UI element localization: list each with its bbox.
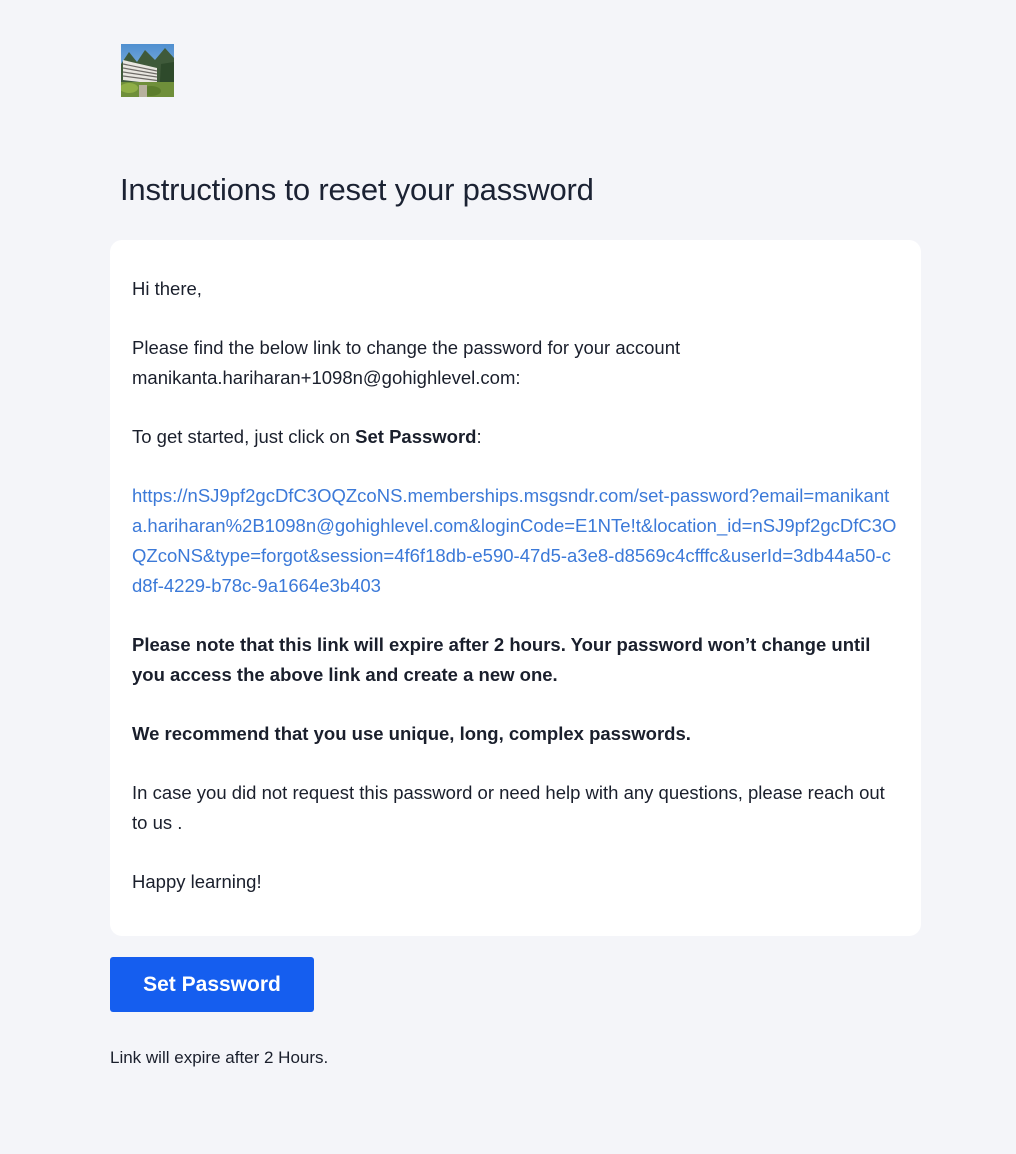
get-started-suffix: :: [476, 426, 482, 447]
get-started-bold: Set Password: [355, 426, 477, 447]
signoff-text: Happy learning!: [132, 871, 262, 892]
set-password-button[interactable]: Set Password: [110, 957, 314, 1012]
reset-password-link[interactable]: https://nSJ9pf2gcDfC3OQZcoNS.memberships.msgsndr.com/set-password?email=manikanta.hariharan%2B1098n@gohighlevel.com&loginCode=E1NTe!t&location_id=nSJ9pf2gcDfC3OQZcoNS&type=forgot&session=4f6f18db-e590-47d5-a3e8-d8569c4cfffc&userId=3db44a50-cd8f-4229-b78c-9a1664e3b403: [132, 485, 897, 596]
get-started-prefix: To get started, just click on: [132, 426, 356, 447]
page-title: Instructions to reset your password: [120, 172, 594, 207]
recommendation-text: We recommend that you use unique, long, complex passwords.: [132, 723, 691, 744]
intro-text: Please find the below link to change the password for your account manikanta.hariharan+1098n@gohighlevel.com:: [132, 337, 681, 388]
footer-expiry-note: Link will expire after 2 Hours.: [110, 1048, 329, 1067]
get-started-text: [132, 422, 899, 452]
reset-link-paragraph: [132, 481, 899, 601]
brand-logo: [121, 44, 174, 97]
help-text: In case you did not request this password or need help with any questions, please reach out to us .: [132, 782, 885, 833]
email-body-card: [110, 240, 921, 936]
expiry-warning-text: Please note that this link will expire after 2 hours. Your password won’t change until you access the above link and create a new one.: [132, 634, 871, 685]
greeting-text: Hi there,: [132, 278, 202, 299]
